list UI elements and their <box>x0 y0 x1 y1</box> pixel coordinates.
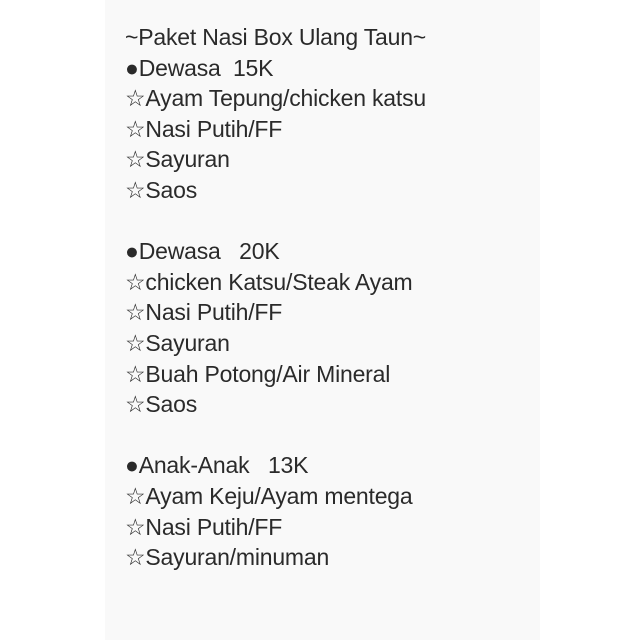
package-item: ☆Ayam Tepung/chicken katsu <box>125 85 426 112</box>
package-item: ☆Nasi Putih/FF <box>125 299 283 326</box>
package-item: ☆Sayuran <box>125 329 230 356</box>
package-item: ☆Sayuran <box>125 146 230 173</box>
package-item: ☆Nasi Putih/FF <box>125 115 283 142</box>
package-item: ☆chicken Katsu/Steak Ayam <box>125 268 413 295</box>
package-heading: ●Dewasa 15K <box>125 54 274 81</box>
package-heading: ●Anak-Anak 13K <box>125 452 309 479</box>
menu-note <box>125 22 625 573</box>
package-adult-20k <box>125 236 625 420</box>
package-kids-13k <box>125 450 625 572</box>
package-adult-15k <box>125 53 625 206</box>
package-item: ☆Saos <box>125 391 198 418</box>
package-item: ☆Nasi Putih/FF <box>125 513 283 540</box>
package-heading: ●Dewasa 20K <box>125 238 280 265</box>
package-item: ☆Buah Potong/Air Mineral <box>125 360 391 387</box>
package-item: ☆Saos <box>125 176 198 203</box>
menu-title: ~Paket Nasi Box Ulang Taun~ <box>125 24 427 50</box>
left-margin <box>0 0 105 640</box>
package-item: ☆Sayuran/minuman <box>125 544 330 571</box>
blank-line <box>125 420 625 451</box>
blank-line <box>125 206 625 237</box>
package-item: ☆Ayam Keju/Ayam mentega <box>125 482 413 509</box>
